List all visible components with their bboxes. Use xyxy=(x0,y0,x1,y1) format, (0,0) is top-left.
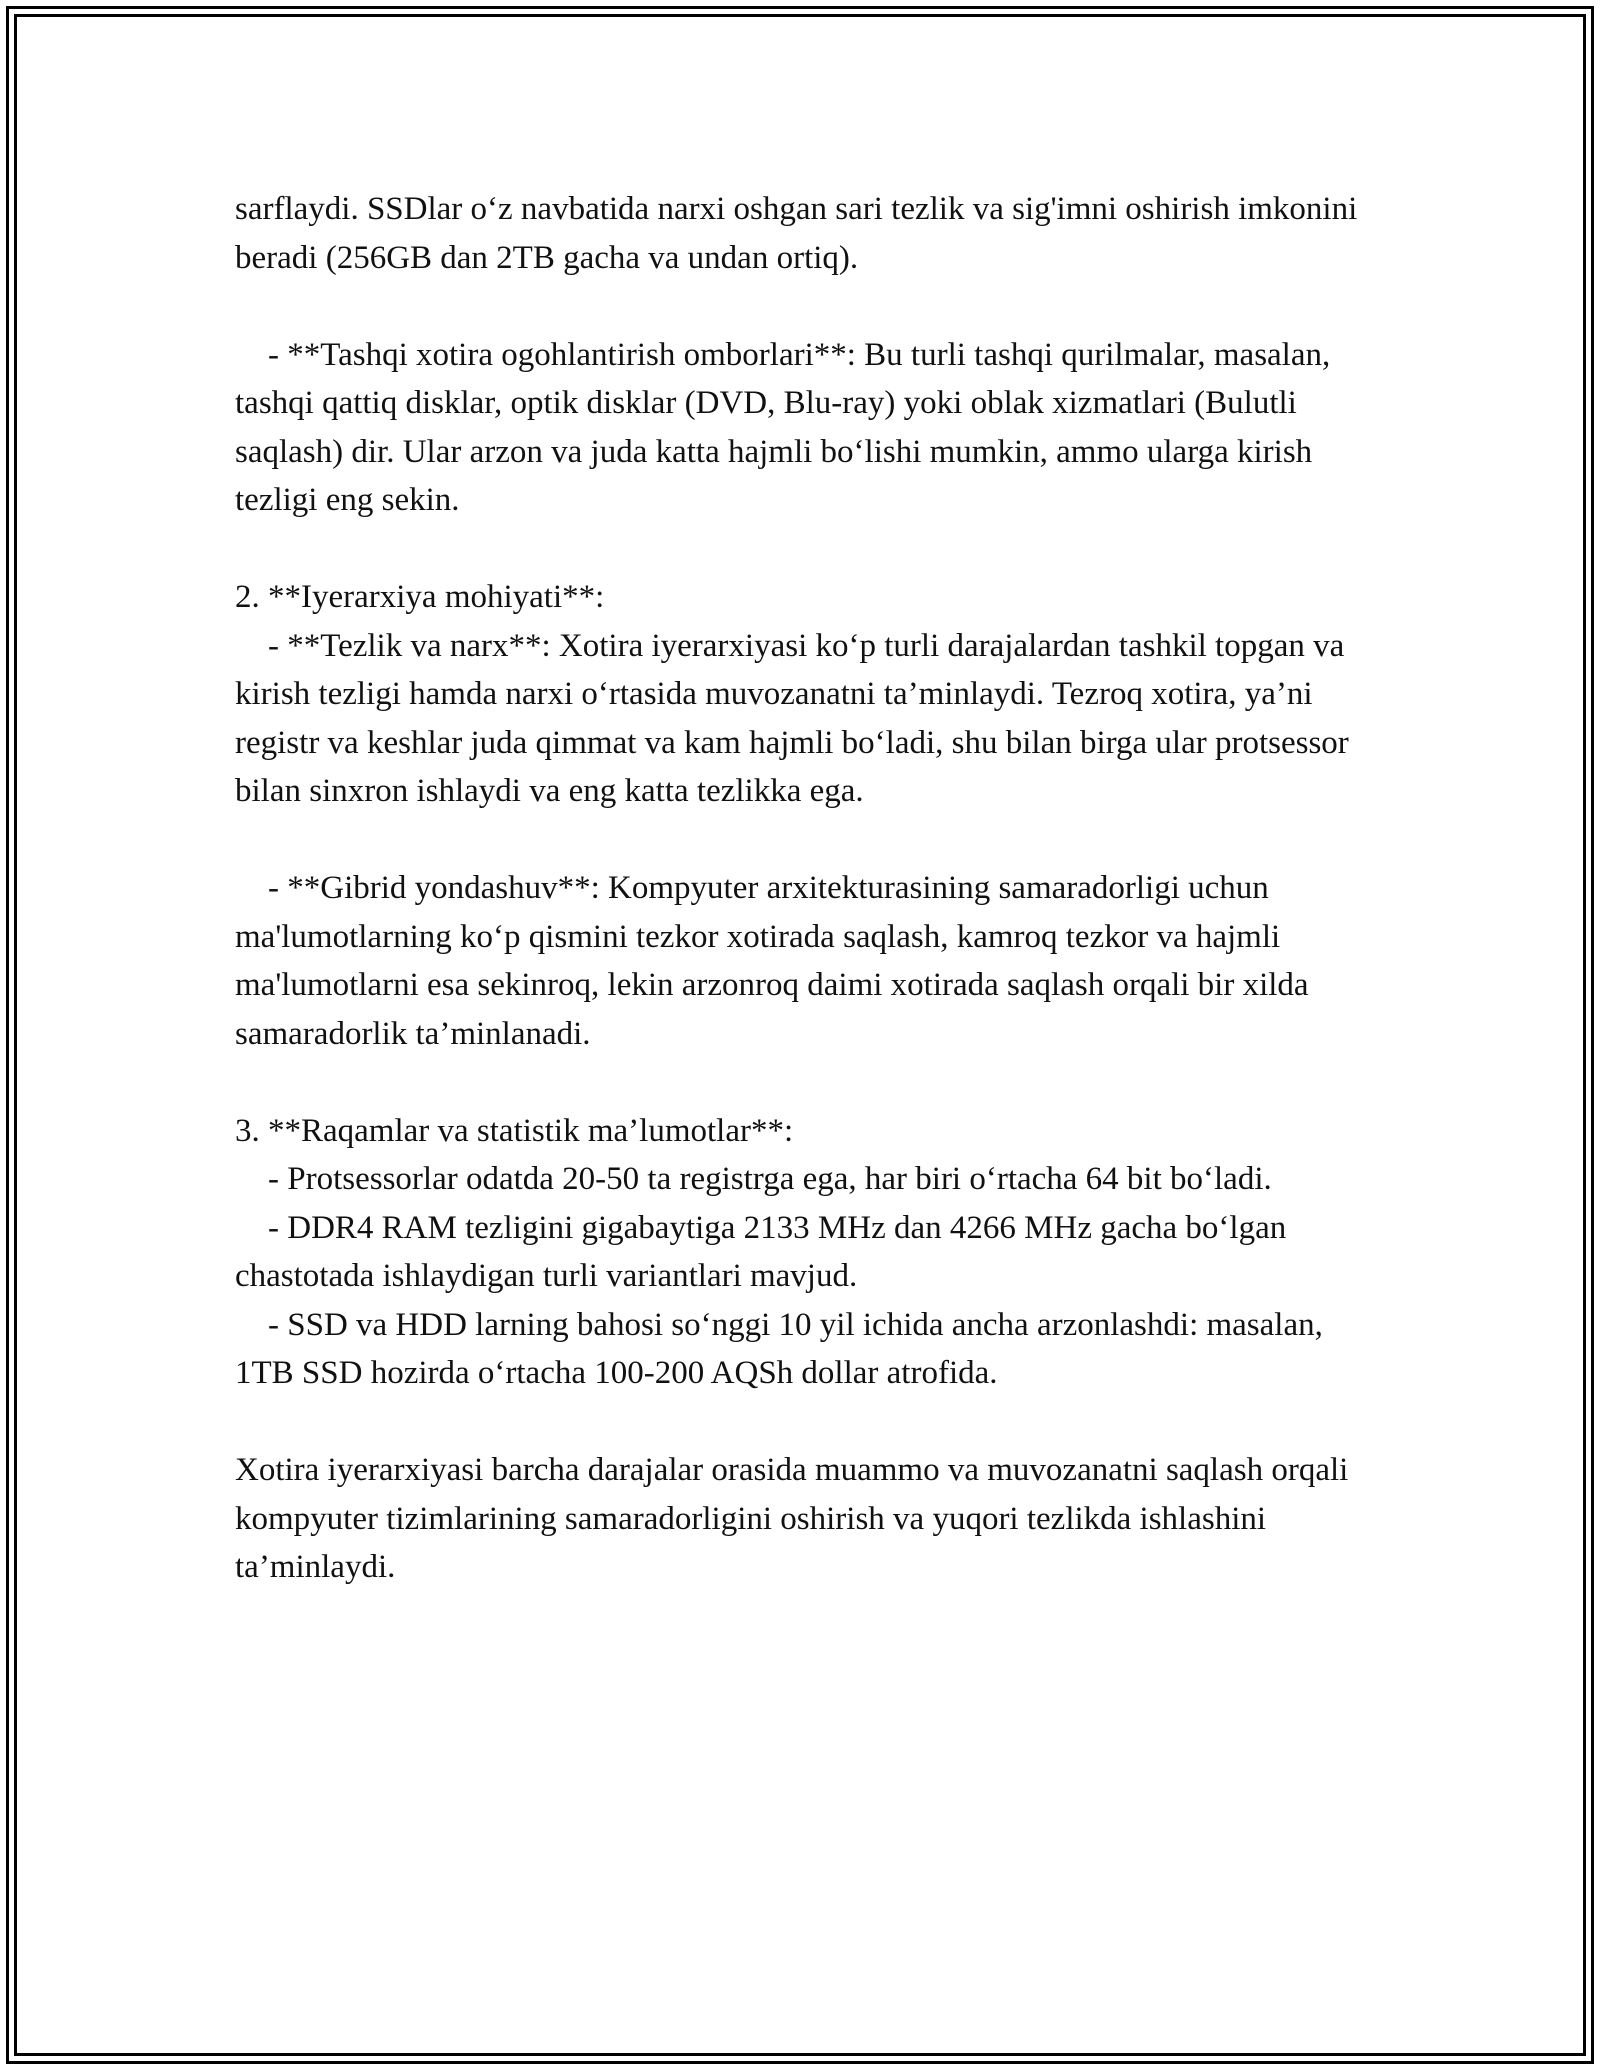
paragraph-gap xyxy=(235,1398,1370,1447)
section-heading-hierarchy-essence: 2. **Iyerarxiya mohiyati**: xyxy=(235,579,605,615)
paragraph-speed-and-price: - **Tezlik va narx**: Xotira iyerarxiyasi ko‘p turli darajalardan tashkil topgan va kirish tezligi hamda narxi o‘rtasida muvozanatni ta’minlaydi. Tezroq xotira, ya’ni registr va keshlar juda qimmat va kam hajmli bo‘ladi, shu bilan birga ular protsessor bilan sinxron ishlaydi va eng katta tezlikka ega. xyxy=(235,627,1358,809)
paragraph-gap xyxy=(235,525,1370,574)
list-item-registers: - Protsessorlar odatda 20-50 ta registrga ega, har biri o‘rtacha 64 bit bo‘ladi. xyxy=(235,1161,1272,1197)
paragraph-ssd-capacity: sarflaydi. SSDlar o‘z navbatida narxi oshgan sari tezlik va sig'imni oshirish imkonini beradi (256GB dan 2TB gacha va undan ortiq). xyxy=(235,191,1366,276)
document-body xyxy=(235,185,1370,1592)
list-item-ddr4: - DDR4 RAM tezligini gigabaytiga 2133 MHz dan 4266 MHz gacha bo‘lgan chastotada ishlaydigan turli variantlari mavjud. xyxy=(235,1209,1295,1294)
paragraph-gap xyxy=(235,816,1370,865)
paragraph-external-storage: - **Tashqi xotira ogohlantirish omborlari**: Bu turli tashqi qurilmalar, masalan, tashqi qattiq disklar, optik disklar (DVD, Blu-ray) yoki oblak xizmatlari (Bulutli saqlash) dir. Ular arzon va juda katta hajmli bo‘lishi mumkin, ammo ularga kirish tezligi eng sekin. xyxy=(235,336,1339,518)
paragraph-hybrid-approach: - **Gibrid yondashuv**: Kompyuter arxitekturasining samaradorligi uchun ma'lumotlarning ko‘p qismini tezkor xotirada saqlash, kamroq tezkor va hajmli ma'lumotlarni esa sekinroq, lekin arzonroq daimi xotirada saqlash orqali bir xilda samaradorlik ta’minlanadi. xyxy=(235,870,1317,1052)
paragraph-gap xyxy=(235,282,1370,331)
paragraph-gap xyxy=(235,1058,1370,1107)
list-item-ssd-hdd-price: - SSD va HDD larning bahosi so‘nggi 10 yil ichida ancha arzonlashdi: masalan, 1TB SSD hozirda o‘rtacha 100-200 AQSh dollar atrofida. xyxy=(235,1306,1332,1391)
paragraph-conclusion: Xotira iyerarxiyasi barcha darajalar orasida muammo va muvozanatni saqlash orqali kompyuter tizimlarining samaradorligini oshirish va yuqori tezlikda ishlashini ta’minlaydi. xyxy=(235,1452,1357,1585)
section-heading-statistics: 3. **Raqamlar va statistik ma’lumotlar**: xyxy=(235,1112,794,1149)
